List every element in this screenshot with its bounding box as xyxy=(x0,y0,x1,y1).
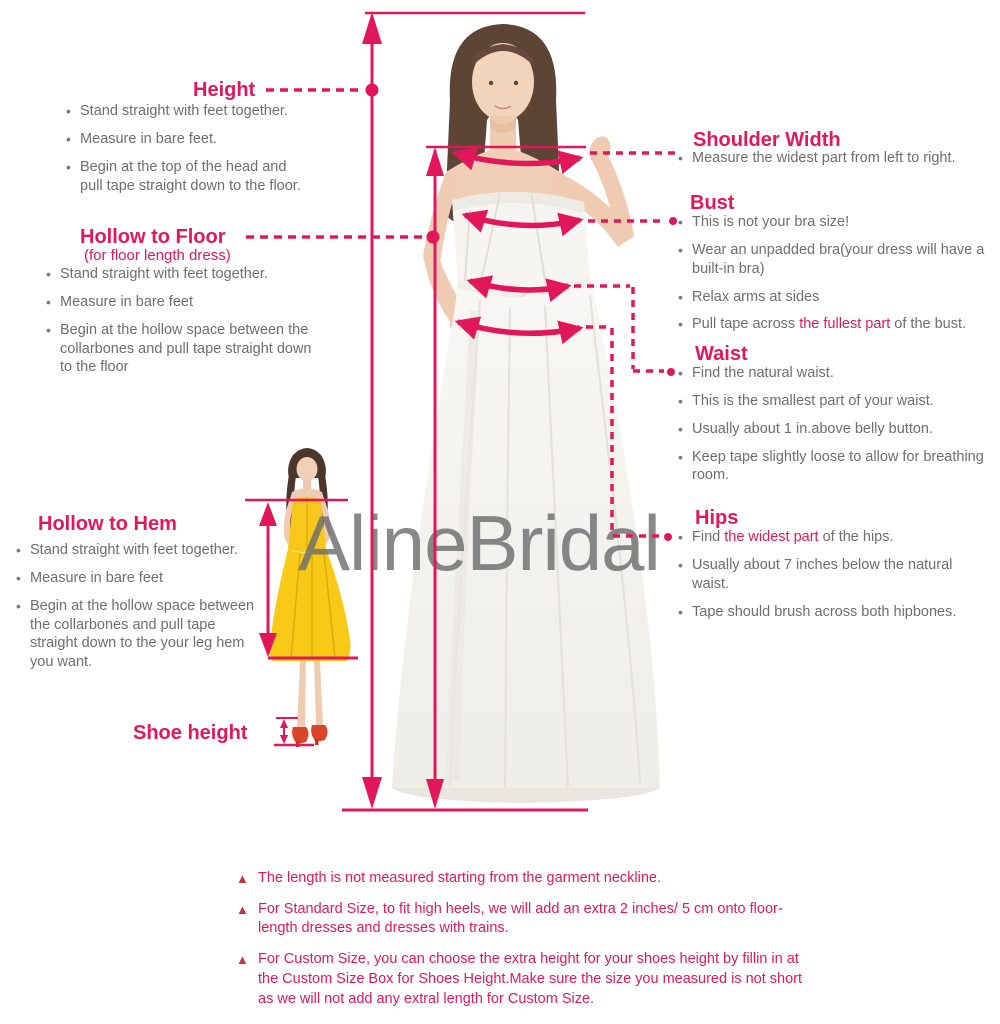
hips-list xyxy=(676,528,992,630)
list-item: • Find the widest part of the hips. xyxy=(676,528,992,547)
list-item: • Pull tape across the fullest part of the bust. xyxy=(676,315,986,334)
list-item: • Find the natural waist. xyxy=(676,364,986,383)
list-item: • Begin at the hollow space between the collarbones and pull tape straight down to the your leg hem you want. xyxy=(14,597,262,672)
height-list xyxy=(64,102,312,204)
bust-title: Bust xyxy=(690,192,735,214)
note-row xyxy=(236,869,821,889)
list-item: • This is not your bra size! xyxy=(676,213,986,232)
note-text: The length is not measured starting from the garment neckline. xyxy=(258,870,661,886)
main-model-photo xyxy=(392,24,660,803)
list-item: • Stand straight with feet together. xyxy=(44,265,316,284)
list-item: • Tape should brush across both hipbones. xyxy=(676,603,992,622)
hollow-to-hem-list xyxy=(14,541,262,681)
list-item: • Measure in bare feet. xyxy=(64,130,312,149)
list-item: • Usually about 7 inches below the natural waist. xyxy=(676,556,992,594)
waist-title: Waist xyxy=(695,343,748,365)
note-row xyxy=(236,900,821,939)
small-model-photo xyxy=(269,448,350,747)
hollow-to-hem-title: Hollow to Hem xyxy=(38,513,177,535)
list-item: • Begin at the top of the head and pull tape straight down to the floor. xyxy=(64,158,312,196)
shoe-height-title: Shoe height xyxy=(133,722,248,744)
bust-list xyxy=(676,213,986,343)
warning-triangle-icon: ▲ xyxy=(236,952,249,968)
shoulder-width-list xyxy=(676,149,994,177)
hollow-to-floor-subtitle: (for floor length dress) xyxy=(84,247,231,264)
hollow-to-floor-title: Hollow to Floor xyxy=(80,226,226,248)
list-item: • Measure in bare feet xyxy=(14,569,262,588)
warning-triangle-icon: ▲ xyxy=(236,901,249,917)
note-row xyxy=(236,950,821,1009)
note-text: For Custom Size, you can choose the extra height for your shoes height by fillin in at the Custom Size Box for Shoes Height.Make sure the size you measured is not short as we will not add any extral length for Custom Size. xyxy=(258,951,803,1007)
list-item: • Measure the widest part from left to right. xyxy=(676,149,994,168)
shoulder-width-title: Shoulder Width xyxy=(693,129,841,151)
waist-list xyxy=(676,364,986,494)
list-item: • Stand straight with feet together. xyxy=(64,102,312,121)
list-item: • Keep tape slightly loose to allow for breathing room. xyxy=(676,448,986,486)
list-item: • Measure in bare feet xyxy=(44,293,316,312)
warning-triangle-icon: ▲ xyxy=(236,871,249,886)
hollow-to-floor-list xyxy=(44,265,316,386)
list-item: • Relax arms at sides xyxy=(676,288,986,307)
list-item: • This is the smallest part of your waist. xyxy=(676,392,986,411)
list-item: • Stand straight with feet together. xyxy=(14,541,262,560)
hips-title: Hips xyxy=(695,507,739,529)
height-title: Height xyxy=(193,79,256,101)
list-item: • Usually about 1 in.above belly button. xyxy=(676,420,986,439)
list-item: • Begin at the hollow space between the collarbones and pull tape straight down to the floor xyxy=(44,321,316,378)
notes xyxy=(236,869,821,1009)
note-text: For Standard Size, to fit high heels, we will add an extra 2 inches/ 5 cm onto floor-length dresses and dresses with trains. xyxy=(258,900,783,937)
list-item: • Wear an unpadded bra(your dress will have a built-in bra) xyxy=(676,241,986,279)
watermark-text: AlineBridal xyxy=(298,499,660,587)
